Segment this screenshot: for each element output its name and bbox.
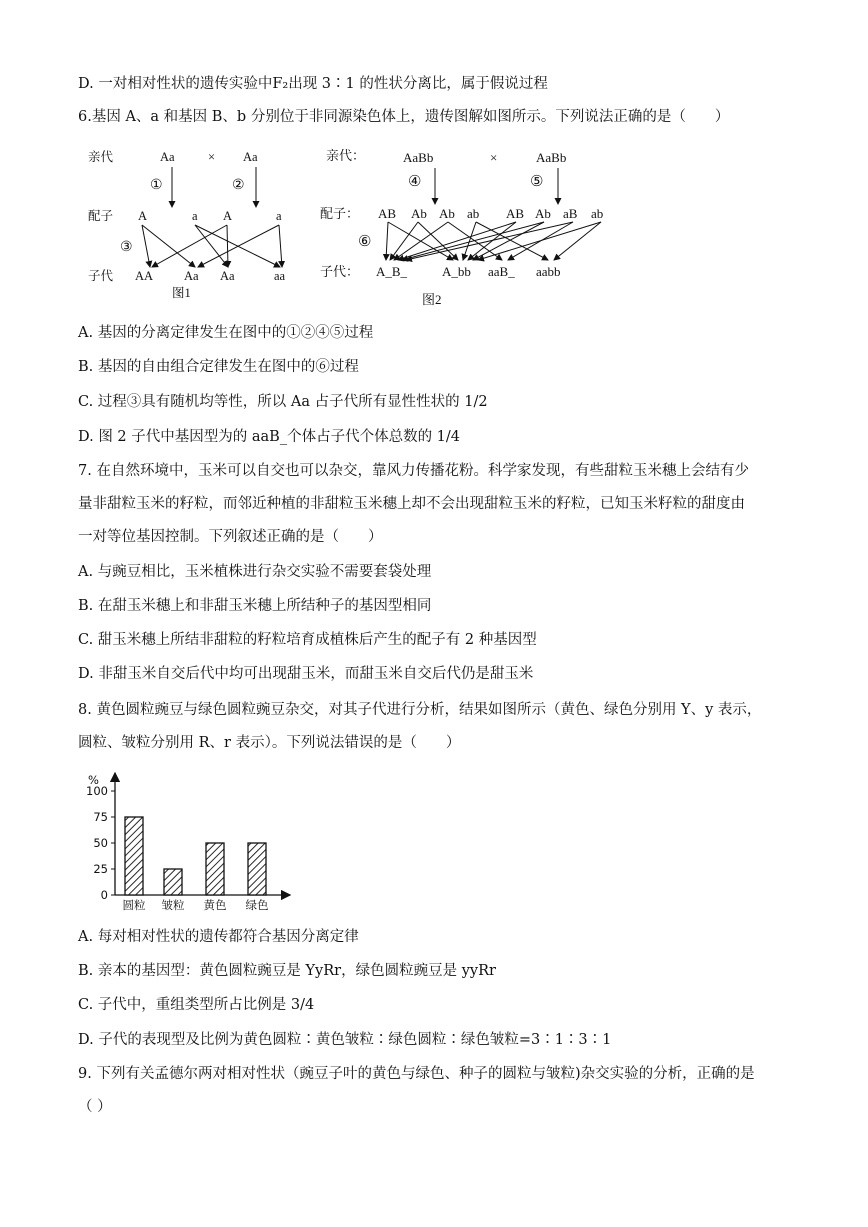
fig1-cross-line (227, 225, 228, 267)
y-tick-label: 75 (93, 810, 108, 824)
fig1-cross-line (142, 225, 195, 267)
bar (164, 869, 182, 895)
fig2-cross: × (490, 150, 498, 165)
fig1-gamete-4: a (276, 209, 282, 223)
fig2-step-5: ⑤ (530, 174, 544, 190)
fig2-gamete-l3: Ab (439, 206, 455, 221)
q7-option-d: D. 非甜玉米自交后代中均可出现甜玉米，而甜玉米自交后代仍是甜玉米 (78, 666, 534, 682)
q8-option-c: C. 子代中，重组类型所占比例是 3/4 (78, 997, 315, 1013)
q6-option-a: A. 基因的分离定律发生在图中的①②④⑤过程 (78, 325, 374, 341)
bar (206, 843, 224, 895)
q6-option-c: C. 过程③具有随机均等性，所以 Aa 占子代所有显性性状的 1/2 (78, 394, 488, 410)
y-tick-label: 50 (93, 836, 108, 850)
q8-stem-line-2: 圆粒、皱粒分别用 R、r 表示）。下列说法错误的是（ ） (78, 735, 461, 751)
fig2-gamete-r3: aB (563, 206, 578, 221)
fig2-parent1: AaBb (403, 150, 434, 165)
genetics-diagram-fig1 (80, 145, 310, 305)
q9-stem-line-2: （ ） (78, 1099, 112, 1115)
fig2-cross-line (398, 222, 516, 260)
q8-option-d: D. 子代的表现型及比例为黄色圆粒∶黄色皱粒∶绿色圆粒∶绿色皱粒=3∶1∶3∶1 (78, 1032, 612, 1048)
fig1-gamete-label: 配子 (88, 209, 114, 223)
fig2-gamete-label: 配子： (320, 206, 360, 221)
fig1-step-1: ① (150, 178, 163, 193)
genetics-diagram-fig2 (318, 142, 628, 310)
q7-option-a: A. 与豌豆相比，玉米植株进行杂交实验不需要套袋处理 (78, 564, 432, 580)
fig1-parent2: Aa (243, 150, 258, 164)
fig1-caption: 图1 (172, 286, 191, 300)
fig2-cross-line (476, 222, 548, 260)
fig1-offspring-3: Aa (220, 269, 235, 283)
fig2-cross-line (478, 222, 601, 260)
y-tick-label: 0 (100, 888, 108, 902)
fig1-cross-line (195, 225, 228, 267)
fig1-offspring-4: aa (274, 269, 286, 283)
fig2-cross-line (390, 222, 418, 260)
fig1-offspring-label: 子代 (88, 269, 114, 283)
fig2-step-6: ⑥ (358, 234, 372, 250)
q8-stem-line-1: 8. 黄色圆粒豌豆与绿色圆粒豌豆杂交，对其子代进行分析，结果如图所示（黄色、绿色分别用 Y、y 表示， (78, 702, 762, 718)
fig1-offspring-2: Aa (184, 269, 199, 283)
fig1-parent-label: 亲代 (88, 150, 114, 164)
q7-option-c: C. 甜玉米穗上所结非甜粒的籽粒培育成植株后产生的配子有 2 种基因型 (78, 632, 537, 648)
fig2-gamete-l4: ab (467, 206, 480, 221)
q8-option-b: B. 亲本的基因型：黄色圆粒豌豆是 YyRr，绿色圆粒豌豆是 yyRr (78, 963, 496, 979)
q5-option-d: D. 一对相对性状的遗传实验中F₂出现 3∶1 的性状分离比，属于假说过程 (78, 76, 548, 92)
fig2-offspring-3: aaB_ (488, 264, 515, 279)
y-tick-label: 25 (93, 862, 108, 876)
q7-stem-line-1: 7. 在自然环境中，玉米可以自交也可以杂交，靠风力传播花粉。科学家发现，有些甜粒玉米穗上会结有少 (78, 463, 749, 479)
fig2-parent2: AaBb (536, 150, 567, 165)
fig1-step-3: ③ (120, 240, 133, 255)
fig1-cross-line (142, 225, 150, 267)
bar (248, 843, 266, 895)
bar-chart (78, 768, 308, 918)
fig2-gamete-l1: AB (378, 206, 397, 221)
q6-option-b: B. 基因的自由组合定律发生在图中的⑥过程 (78, 359, 359, 375)
x-tick-label: 皱粒 (161, 898, 185, 912)
fig1-step-2: ② (232, 178, 245, 193)
fig1-parent1: Aa (160, 150, 175, 164)
fig2-caption: 图2 (422, 292, 442, 307)
fig2-cross-line (386, 222, 388, 260)
fig1-cross-line (152, 225, 227, 267)
fig2-step-4: ④ (408, 174, 422, 190)
fig2-cross-line (394, 222, 448, 260)
fig2-gamete-r4: ab (591, 206, 604, 221)
fig2-gamete-r1: AB (506, 206, 525, 221)
q9-stem-line-1: 9. 下列有关孟德尔两对相对性状（豌豆子叶的黄色与绿色、种子的圆粒与皱粒)杂交实验的分析，正确的是 (78, 1066, 755, 1082)
bar (125, 817, 143, 895)
q7-stem-line-2: 量非甜粒玉米的籽粒，而邻近种植的非甜粒玉米穗上却不会出现甜粒玉米的籽粒，已知玉米籽粒的甜度由 (78, 496, 745, 512)
fig2-gamete-r2: Ab (535, 206, 551, 221)
fig2-offspring-1: A_B_ (376, 264, 408, 279)
fig2-gamete-l2: Ab (411, 206, 427, 221)
q7-option-b: B. 在甜玉米穗上和非甜玉米穗上所结种子的基因型相同 (78, 598, 432, 614)
fig2-offspring-2: A_bb (442, 264, 471, 279)
q8-option-a: A. 每对相对性状的遗传都符合基因分离定律 (78, 929, 359, 945)
fig1-gamete-2: a (192, 209, 198, 223)
fig2-cross-line (554, 222, 601, 260)
q6-option-d: D. 图 2 子代中基因型为的 aaB_个体占子代个体总数的 1/4 (78, 429, 461, 445)
x-tick-label: 黄色 (203, 898, 227, 912)
fig1-gamete-1: A (138, 209, 148, 223)
fig1-cross: × (208, 150, 216, 164)
fig2-offspring-4: aabb (536, 264, 561, 279)
fig2-offspring-label: 子代： (320, 264, 360, 279)
fig1-gamete-3: A (223, 209, 233, 223)
fig1-cross-line (279, 225, 282, 267)
q7-stem-line-3: 一对等位基因控制。下列叙述正确的是（ ） (78, 529, 383, 545)
x-tick-label: 圆粒 (122, 898, 146, 912)
q6-stem: 6.基因 A、a 和基因 B、b 分别位于非同源染色体上，遗传图解如图所示。下列说法正确的是（ ） (78, 109, 730, 125)
x-tick-label: 绿色 (245, 898, 269, 912)
y-tick-label: 100 (86, 784, 108, 798)
y-unit-label: % (88, 773, 99, 787)
fig2-cross-line (406, 222, 573, 260)
fig1-offspring-1: AA (135, 269, 154, 283)
fig2-parent-label: 亲代： (326, 148, 366, 163)
